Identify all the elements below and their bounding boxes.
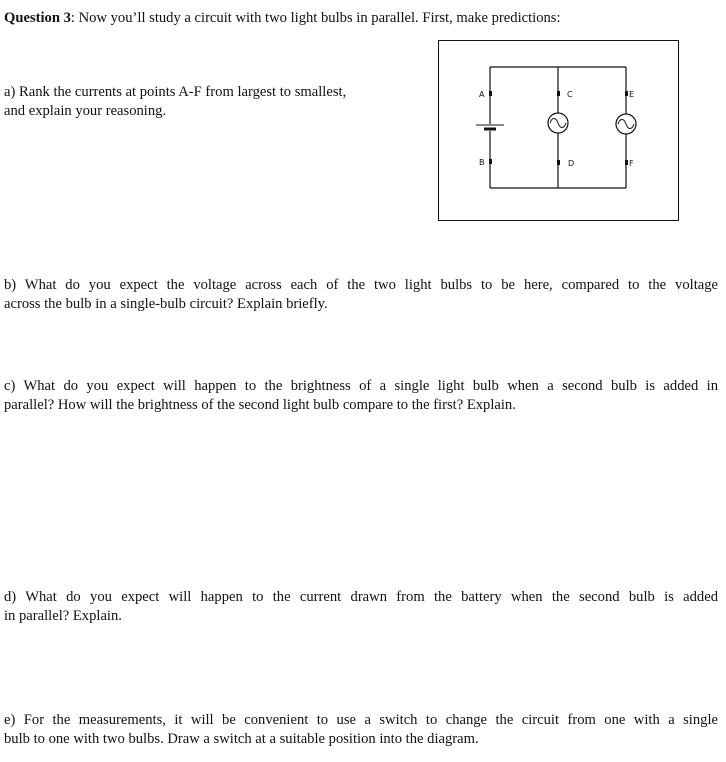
point-a-label: A — [479, 90, 485, 99]
question-intro: : Now you’ll study a circuit with two light bulbs in parallel. First, make predictions: — [70, 10, 561, 26]
question-header — [4, 9, 561, 28]
bulb-2 — [616, 114, 636, 134]
point-f-label: F — [629, 159, 634, 168]
part-a-line-1: a) Rank the currents at points A-F from largest to smallest, — [4, 84, 347, 100]
point-d-marker — [557, 160, 560, 165]
part-e-line-2: bulb to one with two bulbs. Draw a switch at a suitable position into the diagram. — [4, 731, 479, 747]
circuit-svg — [438, 40, 679, 221]
point-e-label: E — [629, 90, 635, 99]
part-c-line-1: c) What do you expect will happen to the brightness of a single light bulb when a second bulb is added in — [4, 378, 718, 394]
part-b-line-2: across the bulb in a single-bulb circuit? Explain briefly. — [4, 296, 328, 312]
point-b-label: B — [479, 158, 485, 167]
part-e-line-1: e) For the measurements, it will be convenient to use a switch to change the circuit from one with a single — [4, 712, 718, 728]
part-b-line-1: b) What do you expect the voltage across each of the two light bulbs to be here, compared to the voltage — [4, 277, 718, 293]
circuit-diagram[interactable] — [438, 40, 679, 221]
part-d-line-1: d) What do you expect will happen to the current drawn from the battery when the second bulb is added — [4, 589, 718, 605]
point-b-marker — [489, 159, 492, 164]
point-c-label: C — [567, 90, 573, 99]
point-d-label: D — [568, 159, 575, 168]
part-d-line-2: in parallel? Explain. — [4, 608, 122, 624]
point-e-marker — [625, 91, 628, 96]
question-number: Question 3 — [4, 10, 71, 26]
point-f-marker — [625, 160, 628, 165]
point-c-marker — [557, 91, 560, 96]
part-c-line-2: parallel? How will the brightness of the second light bulb compare to the first? Explain. — [4, 397, 516, 413]
point-a-marker — [489, 91, 492, 96]
part-a-line-2: and explain your reasoning. — [4, 103, 167, 119]
bulb-1 — [548, 113, 568, 133]
